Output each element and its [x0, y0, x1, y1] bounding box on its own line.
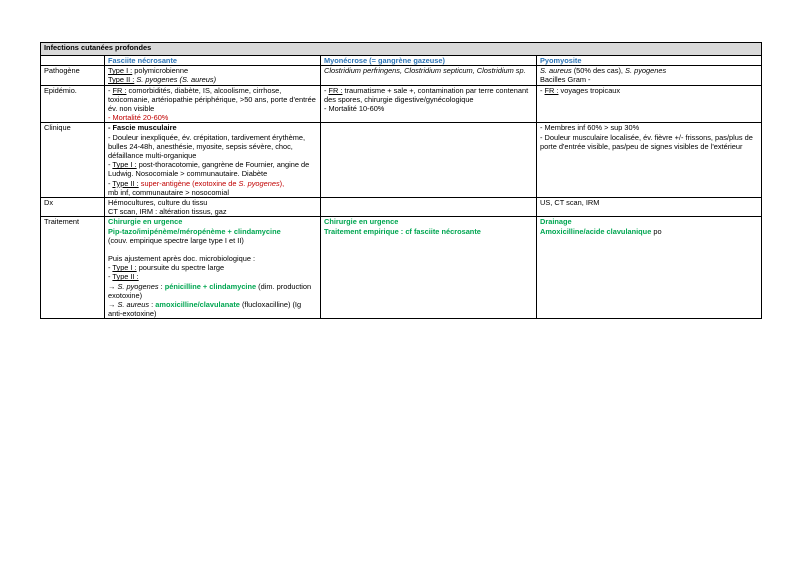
text-line	[540, 66, 758, 75]
organism: S. pyogenes	[625, 66, 667, 76]
text-line	[108, 263, 317, 272]
keyword: Type II :	[112, 272, 139, 282]
arrow-icon: →	[108, 300, 118, 310]
row-label-dx: Dx	[41, 198, 105, 217]
text-line	[108, 179, 317, 188]
cell-traitement-myonecrose	[321, 217, 537, 319]
text: voyages tropicaux	[558, 85, 621, 95]
header-myonecrose: Myonécrose (= gangrène gazeuse)	[321, 56, 537, 66]
dash: -	[108, 85, 113, 95]
table-title-row	[41, 43, 762, 56]
text-line: (couv. empirique spectre large type I et II)	[108, 235, 244, 245]
arrow-icon: →	[108, 281, 118, 291]
text: :	[158, 281, 165, 291]
text-line: - Fascie musculaire	[108, 123, 177, 133]
text: po	[651, 226, 662, 236]
cell-clinique-myonecrose	[321, 123, 537, 198]
row-label-pathogene: Pathogène	[41, 66, 105, 85]
text: poursuite du spectre large	[136, 263, 225, 273]
row-traitement	[41, 217, 762, 319]
organism: S. aureus	[117, 300, 150, 310]
row-label-epidemio: Epidémio.	[41, 85, 105, 123]
text-line: - Membres inf 60% > sup 30%	[540, 123, 640, 133]
cell-epidemio-fasciite	[105, 85, 321, 123]
text: (50% des cas),	[571, 66, 626, 76]
header-blank	[41, 56, 105, 66]
text-line	[108, 282, 317, 300]
text-line	[108, 86, 317, 114]
dash: -	[108, 272, 113, 282]
text-line: Hémocultures, culture du tissu	[108, 198, 208, 208]
organism: S. aureus	[540, 66, 572, 76]
organism: S. pyogenes (S. aureus)	[136, 75, 217, 85]
text-line	[108, 66, 317, 75]
dash: -	[324, 85, 329, 95]
header-fasciite: Fasciite nécrosante	[105, 56, 321, 66]
text: (dim. production exotoxine)	[108, 281, 312, 300]
text-line: mb inf, communautaire > nosocomial	[108, 187, 229, 197]
cell-clinique-fasciite	[105, 123, 321, 198]
green-text: amoxicilline/clavulanate	[155, 300, 240, 310]
cell-epidemio-pyomyosite	[537, 85, 762, 123]
row-clinique	[41, 123, 762, 198]
cell-dx-myonecrose	[321, 198, 537, 217]
mortality-text: - Mortalité 20-60%	[108, 113, 169, 123]
keyword: Type II :	[112, 178, 139, 188]
dash: -	[540, 85, 545, 95]
green-text: Amoxicilline/acide clavulanique	[540, 226, 652, 236]
keyword: FR :	[328, 85, 343, 95]
keyword: Type I :	[108, 66, 133, 76]
text-line: Bacilles Gram -	[540, 75, 591, 85]
green-text: pénicilline + clindamycine	[164, 281, 257, 291]
text: polymicrobienne	[132, 66, 189, 76]
cell-pathogene-fasciite	[105, 66, 321, 85]
keyword: FR :	[544, 85, 559, 95]
row-label-clinique: Clinique	[41, 123, 105, 198]
dash: -	[108, 160, 113, 170]
text: (flucloxacilline) (Ig anti-exotoxine)	[108, 300, 302, 319]
green-text: Drainage	[540, 217, 572, 227]
header-pyomyosite: Pyomyosite	[537, 56, 762, 66]
green-text: Pip-tazo/imipénème/méropénème + clindamycine	[108, 226, 281, 236]
green-text: Chirurgie en urgence	[108, 217, 183, 227]
cell-traitement-fasciite	[105, 217, 321, 319]
text-line	[540, 227, 758, 236]
text-line: - Douleur musculaire localisée, év. fièvre +/- frissons, pas/plus de porte d'entrée visible, pas/peu de signes visibles de l'extérieur	[540, 132, 753, 151]
text-line: CT scan, IRM : altération tissus, gaz	[108, 207, 227, 217]
mortality-text: - Mortalité 10-60%	[324, 104, 385, 114]
infections-table	[40, 42, 762, 319]
text-line	[108, 160, 317, 178]
header-row	[41, 56, 762, 66]
keyword: Type I :	[112, 160, 137, 170]
dash: -	[108, 263, 113, 273]
cell-clinique-pyomyosite	[537, 123, 762, 198]
text: :	[149, 300, 156, 310]
green-text: Traitement empirique : cf fasciite nécrosante	[324, 226, 481, 236]
cell-epidemio-myonecrose	[321, 85, 537, 123]
cell-pathogene-myonecrose: Clostridium perfringens, Clostridium septicum, Clostridium sp.	[321, 66, 537, 85]
table-title: Infections cutanées profondes	[41, 43, 762, 56]
organism: S. pyogenes	[238, 178, 280, 188]
row-epidemio	[41, 85, 762, 123]
keyword: Type II :	[108, 75, 135, 85]
row-dx	[41, 198, 762, 217]
cell-traitement-pyomyosite	[537, 217, 762, 319]
red-text: ),	[279, 178, 285, 188]
keyword: FR :	[112, 85, 127, 95]
text: post-thoracotomie, gangrène de Fournier, angine de Ludwig. Nosocomiale > communautaire. Diabète	[108, 160, 310, 179]
row-label-traitement: Traitement	[41, 217, 105, 319]
text-line	[540, 86, 758, 95]
red-text: super-antigène (exotoxine de	[140, 178, 239, 188]
text-line	[108, 75, 317, 84]
dash: -	[108, 178, 113, 188]
cell-dx-pyomyosite: US, CT scan, IRM	[537, 198, 762, 217]
text-line: Puis ajustement après doc. microbiologique :	[108, 254, 256, 264]
row-pathogene	[41, 66, 762, 85]
spacer	[108, 245, 317, 254]
organism: S. pyogenes	[117, 281, 159, 291]
text-line	[108, 300, 317, 318]
text-line	[324, 86, 533, 104]
text-line: - Douleur inexpliquée, év. crépitation, tardivement érythème, bulles 24-48h, anesthésie, myosite, sepsis sévère, choc, défaillance multi-organique	[108, 132, 306, 161]
text-line	[108, 272, 317, 281]
keyword: Type I :	[112, 263, 137, 273]
cell-pathogene-pyomyosite	[537, 66, 762, 85]
green-text: Chirurgie en urgence	[324, 217, 399, 227]
text: comorbidités, diabète, IS, alcoolisme, cirrhose, toxicomanie, artériopathie périphérique, >50 ans, porte d'entrée év. non visible	[108, 85, 316, 114]
text: traumatisme + sale +, contamination par terre contenant des spores, chirurgie digestive/gynécologique	[324, 85, 529, 104]
cell-dx-fasciite	[105, 198, 321, 217]
